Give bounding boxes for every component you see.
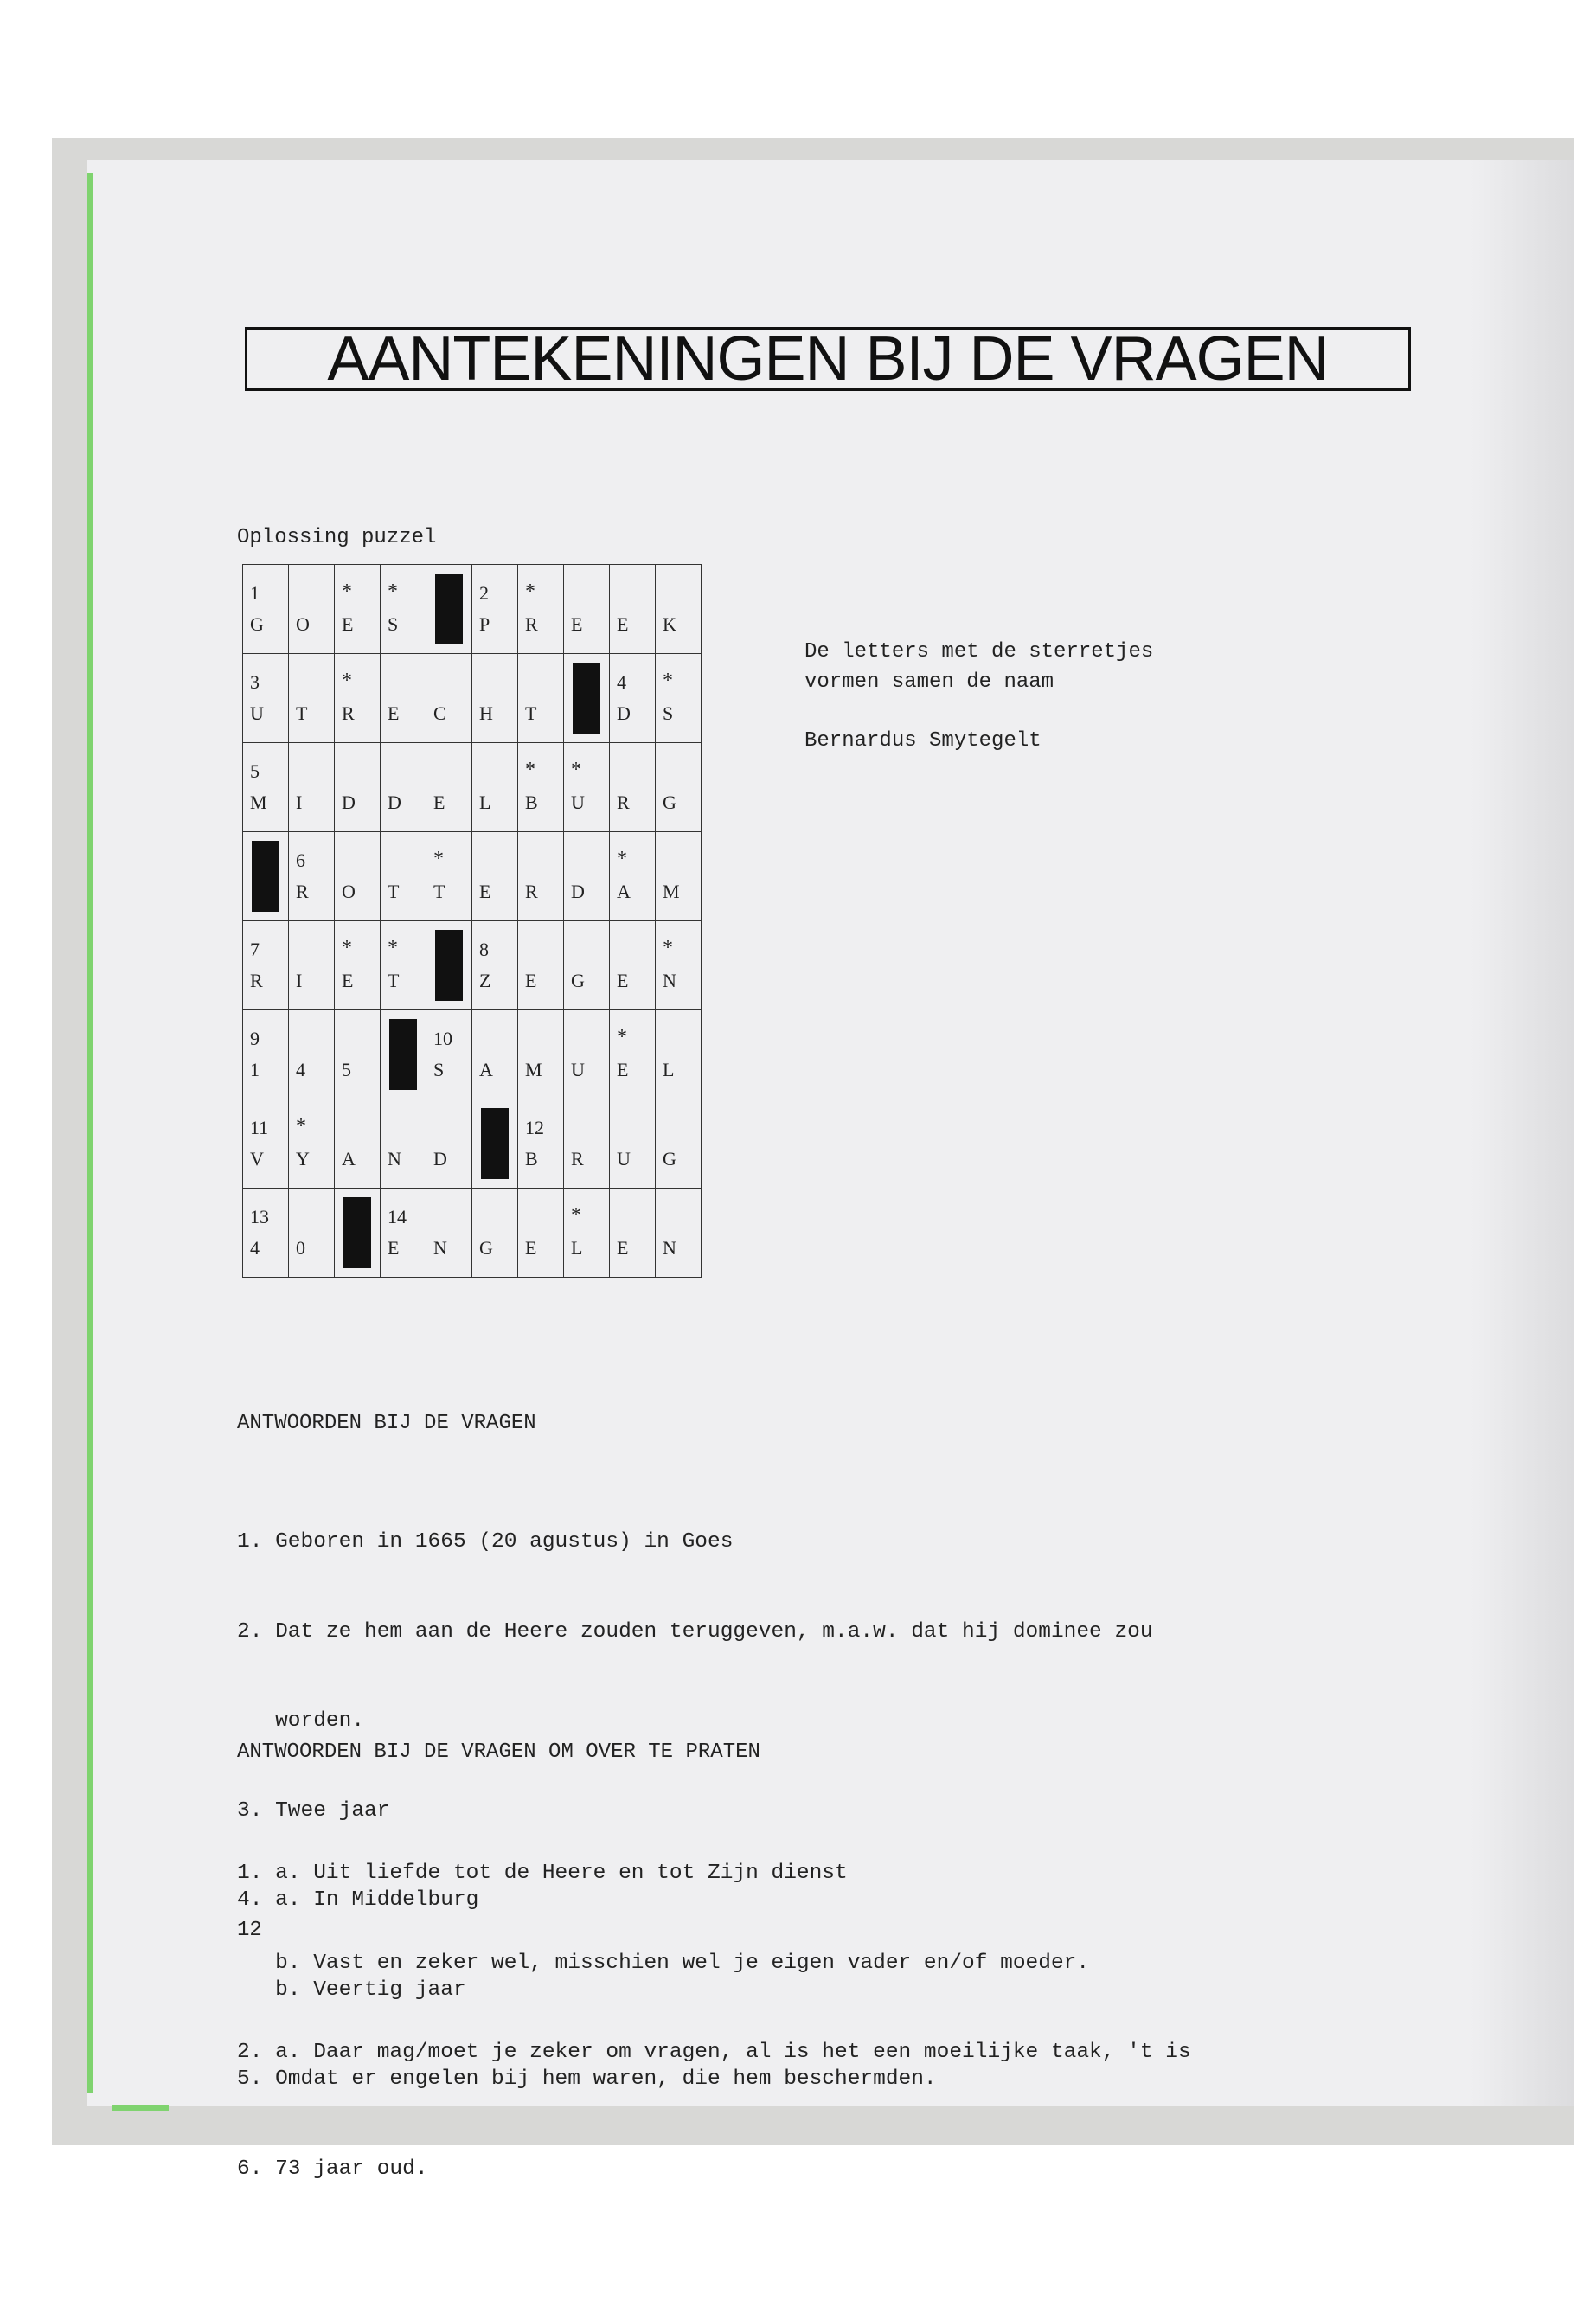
answers-heading: ANTWOORDEN BIJ DE VRAGEN (237, 1412, 536, 1435)
cell-letter: L (663, 1059, 675, 1080)
grid-cell (656, 1099, 702, 1189)
grid-cell (243, 743, 289, 832)
clue-number: 9 (250, 1028, 260, 1049)
grid-cell (610, 565, 656, 654)
grid-cell (518, 565, 564, 654)
black-square (343, 1197, 371, 1268)
clue-number: 11 (250, 1117, 269, 1138)
green-page-corner (112, 2105, 169, 2111)
grid-cell (610, 1010, 656, 1099)
star-marker: * (342, 670, 352, 692)
grid-cell (656, 654, 702, 743)
star-marker: * (433, 848, 444, 870)
grid-cell (472, 921, 518, 1010)
cell-letter: G (250, 613, 264, 635)
grid-cell (289, 1189, 335, 1278)
grid-cell (472, 1189, 518, 1278)
star-marker: * (663, 670, 673, 692)
cell-letter: Y (296, 1148, 310, 1170)
cell-letter: G (663, 1148, 676, 1170)
clue-number: 12 (525, 1117, 544, 1138)
cell-letter: E (388, 702, 400, 724)
answer-line: 3. Twee jaar (237, 1798, 390, 1823)
clue-number: 7 (250, 939, 260, 960)
grid-cell (610, 743, 656, 832)
grid-row (243, 654, 702, 743)
cell-letter: P (479, 613, 490, 635)
star-marker: * (388, 937, 398, 959)
cell-letter: S (433, 1059, 445, 1080)
cell-letter: M (525, 1059, 542, 1080)
clue-number: 10 (433, 1028, 452, 1049)
star-marker: * (663, 937, 673, 959)
grid-cell (518, 921, 564, 1010)
grid-cell (518, 654, 564, 743)
black-square (481, 1108, 509, 1179)
grid-row (243, 1010, 702, 1099)
cell-letter: L (479, 792, 491, 813)
star-marker: * (388, 580, 398, 603)
cell-letter: O (296, 613, 310, 635)
cell-letter: T (388, 970, 400, 991)
grid-row (243, 1099, 702, 1189)
cell-letter: E (571, 613, 583, 635)
grid-cell (243, 921, 289, 1010)
cell-letter: 1 (250, 1059, 260, 1080)
grid-cell (289, 1010, 335, 1099)
grid-cell (656, 743, 702, 832)
cell-letter: I (296, 792, 303, 813)
cell-letter: R (250, 970, 263, 991)
answer-line: 5. Omdat er engelen bij hem waren, die hem beschermden. (237, 2067, 937, 2091)
star-marker: * (342, 580, 352, 603)
grid-cell (610, 654, 656, 743)
grid-cell (610, 1099, 656, 1189)
grid-cell (381, 832, 426, 921)
crossword-grid (242, 564, 702, 1278)
grid-cell (656, 921, 702, 1010)
grid-cell (472, 654, 518, 743)
cell-letter: S (388, 613, 399, 635)
grid-cell (335, 1099, 381, 1189)
answer-line: 6. 73 jaar oud. (237, 2157, 428, 2181)
cell-letter: U (571, 792, 585, 813)
grid-cell (426, 1099, 472, 1189)
grid-cell (656, 832, 702, 921)
cell-letter: 4 (250, 1237, 260, 1259)
grid-cell (656, 1010, 702, 1099)
grid-cell (426, 654, 472, 743)
clue-number: 13 (250, 1206, 269, 1227)
discuss-list (237, 1799, 1191, 2098)
cell-letter: G (663, 792, 676, 813)
cell-letter: R (525, 613, 538, 635)
cell-letter: E (525, 970, 537, 991)
grid-cell (610, 921, 656, 1010)
cell-letter: L (571, 1237, 583, 1259)
cell-letter: M (250, 792, 267, 813)
cell-letter: E (342, 970, 354, 991)
cell-letter: B (525, 792, 538, 813)
cell-letter: C (433, 702, 446, 724)
star-marker: * (296, 1115, 306, 1138)
grid-cell (289, 743, 335, 832)
cell-letter: S (663, 702, 674, 724)
star-marker: * (571, 759, 581, 781)
answer-line: 2. Dat ze hem aan de Heere zouden teruggeven, m.a.w. dat hij dominee zou (237, 1619, 1153, 1644)
black-square (435, 574, 463, 644)
cell-letter: R (296, 881, 309, 902)
grid-cell (381, 1189, 426, 1278)
black-square (435, 930, 463, 1001)
grid-row (243, 1189, 702, 1278)
grid-cell (564, 1189, 610, 1278)
star-marker: * (525, 759, 535, 781)
cell-letter: E (342, 613, 354, 635)
grid-cell (426, 1189, 472, 1278)
cell-letter: E (479, 881, 491, 902)
grid-cell (289, 565, 335, 654)
cell-letter: E (617, 1059, 629, 1080)
grid-cell (381, 654, 426, 743)
grid-cell (335, 565, 381, 654)
grid-cell (243, 1099, 289, 1189)
clue-number: 1 (250, 582, 260, 604)
clue-number: 6 (296, 849, 305, 871)
grid-cell (472, 1010, 518, 1099)
cell-letter: Z (479, 970, 491, 991)
cell-letter: N (388, 1148, 401, 1170)
grid-cell (472, 832, 518, 921)
grid-cell (518, 743, 564, 832)
grid-row (243, 565, 702, 654)
grid-cell (518, 1010, 564, 1099)
grid-cell (243, 565, 289, 654)
cell-letter: T (433, 881, 445, 902)
grid-cell (381, 1099, 426, 1189)
grid-cell-blocked (472, 1099, 518, 1189)
grid-cell (656, 1189, 702, 1278)
star-marker: * (617, 1026, 627, 1048)
grid-cell (564, 743, 610, 832)
cell-letter: D (571, 881, 585, 902)
cell-letter: G (571, 970, 585, 991)
grid-cell (518, 832, 564, 921)
grid-cell (289, 1099, 335, 1189)
grid-cell (243, 654, 289, 743)
note-name: Bernardus Smytegelt (804, 729, 1042, 753)
cell-letter: E (525, 1237, 537, 1259)
grid-cell (426, 743, 472, 832)
discuss-line: 1. a. Uit liefde tot de Heere en tot Zijn dienst (237, 1862, 848, 1885)
star-marker: * (525, 580, 535, 603)
cell-letter: G (479, 1237, 493, 1259)
answer-line: 4. a. In Middelburg (237, 1888, 479, 1912)
discuss-heading: ANTWOORDEN BIJ DE VRAGEN OM OVER TE PRATEN (237, 1740, 760, 1764)
grid-cell (518, 1189, 564, 1278)
cell-letter: T (525, 702, 537, 724)
cell-letter: A (342, 1148, 356, 1170)
grid-cell (564, 565, 610, 654)
cell-letter: U (250, 702, 264, 724)
cell-letter: R (342, 702, 355, 724)
cell-letter: R (571, 1148, 584, 1170)
cell-letter: U (571, 1059, 585, 1080)
cell-letter: 0 (296, 1237, 305, 1259)
cell-letter: A (617, 881, 631, 902)
cell-letter: T (296, 702, 308, 724)
grid-cell (335, 921, 381, 1010)
black-square (573, 663, 600, 734)
grid-cell (243, 1010, 289, 1099)
page-gutter-shadow (1471, 160, 1574, 2106)
cell-letter: E (617, 1237, 629, 1259)
grid-cell-blocked (243, 832, 289, 921)
grid-cell (289, 654, 335, 743)
star-marker: * (571, 1204, 581, 1227)
page-title: AANTEKENINGEN BIJ DE VRAGEN (245, 327, 1411, 391)
cell-letter: A (479, 1059, 493, 1080)
cell-letter: N (663, 970, 676, 991)
answer-line: 1. Geboren in 1665 (20 agustus) in Goes (237, 1530, 734, 1554)
discuss-line: 2. a. Daar mag/moet je zeker om vragen, al is het een moeilijke taak, 't is (237, 2041, 1191, 2064)
answer-line: worden. (237, 1709, 365, 1733)
grid-cell-blocked (426, 565, 472, 654)
note-line-1: De letters met de sterretjes (804, 640, 1154, 663)
grid-row (243, 921, 702, 1010)
discuss-line: b. Vast en zeker wel, misschien wel je eigen vader en/of moeder. (237, 1951, 1090, 1975)
cell-letter: 4 (296, 1059, 305, 1080)
grid-cell (335, 1010, 381, 1099)
black-square (252, 841, 279, 912)
clue-number: 14 (388, 1206, 407, 1227)
grid-cell (289, 832, 335, 921)
star-marker: * (342, 937, 352, 959)
cell-letter: N (433, 1237, 447, 1259)
grid-row (243, 832, 702, 921)
grid-cell-blocked (564, 654, 610, 743)
clue-number: 4 (617, 671, 626, 693)
green-page-edge (87, 173, 93, 2093)
grid-cell (564, 1099, 610, 1189)
cell-letter: D (388, 792, 401, 813)
black-square (389, 1019, 417, 1090)
cell-letter: D (617, 702, 631, 724)
grid-cell (656, 565, 702, 654)
grid-cell (472, 743, 518, 832)
grid-cell (564, 921, 610, 1010)
grid-cell (289, 921, 335, 1010)
grid-cell-blocked (381, 1010, 426, 1099)
grid-cell-blocked (426, 921, 472, 1010)
note-line-2: vormen samen de naam (804, 670, 1054, 694)
page-number: 12 (237, 1919, 262, 1942)
answer-line: b. Veertig jaar (237, 1977, 466, 2002)
cell-letter: H (479, 702, 493, 724)
cell-letter: B (525, 1148, 538, 1170)
cell-letter: U (617, 1148, 631, 1170)
cell-letter: I (296, 970, 303, 991)
clue-number: 8 (479, 939, 489, 960)
grid-cell (381, 921, 426, 1010)
cell-letter: 5 (342, 1059, 351, 1080)
cell-letter: E (617, 970, 629, 991)
cell-letter: R (617, 792, 630, 813)
grid-cell (426, 832, 472, 921)
star-marker: * (617, 848, 627, 870)
clue-number: 3 (250, 671, 260, 693)
grid-row (243, 743, 702, 832)
cell-letter: D (433, 1148, 447, 1170)
puzzle-label: Oplossing puzzel (237, 526, 437, 549)
clue-number: 2 (479, 582, 489, 604)
grid-cell (335, 832, 381, 921)
cell-letter: M (663, 881, 680, 902)
cell-letter: D (342, 792, 356, 813)
clue-number: 5 (250, 760, 260, 782)
grid-cell (335, 743, 381, 832)
grid-cell (518, 1099, 564, 1189)
grid-cell (381, 743, 426, 832)
grid-cell (335, 654, 381, 743)
grid-cell (610, 1189, 656, 1278)
cell-letter: R (525, 881, 538, 902)
cell-letter: E (433, 792, 445, 813)
cell-letter: V (250, 1148, 264, 1170)
grid-cell (243, 1189, 289, 1278)
cell-letter: N (663, 1237, 676, 1259)
grid-cell (564, 1010, 610, 1099)
cell-letter: K (663, 613, 676, 635)
cell-letter: T (388, 881, 400, 902)
cell-letter: E (388, 1237, 400, 1259)
cell-letter: O (342, 881, 356, 902)
grid-cell (426, 1010, 472, 1099)
grid-cell (610, 832, 656, 921)
cell-letter: E (617, 613, 629, 635)
grid-cell (381, 565, 426, 654)
grid-cell (472, 565, 518, 654)
grid-cell (564, 832, 610, 921)
grid-cell-blocked (335, 1189, 381, 1278)
